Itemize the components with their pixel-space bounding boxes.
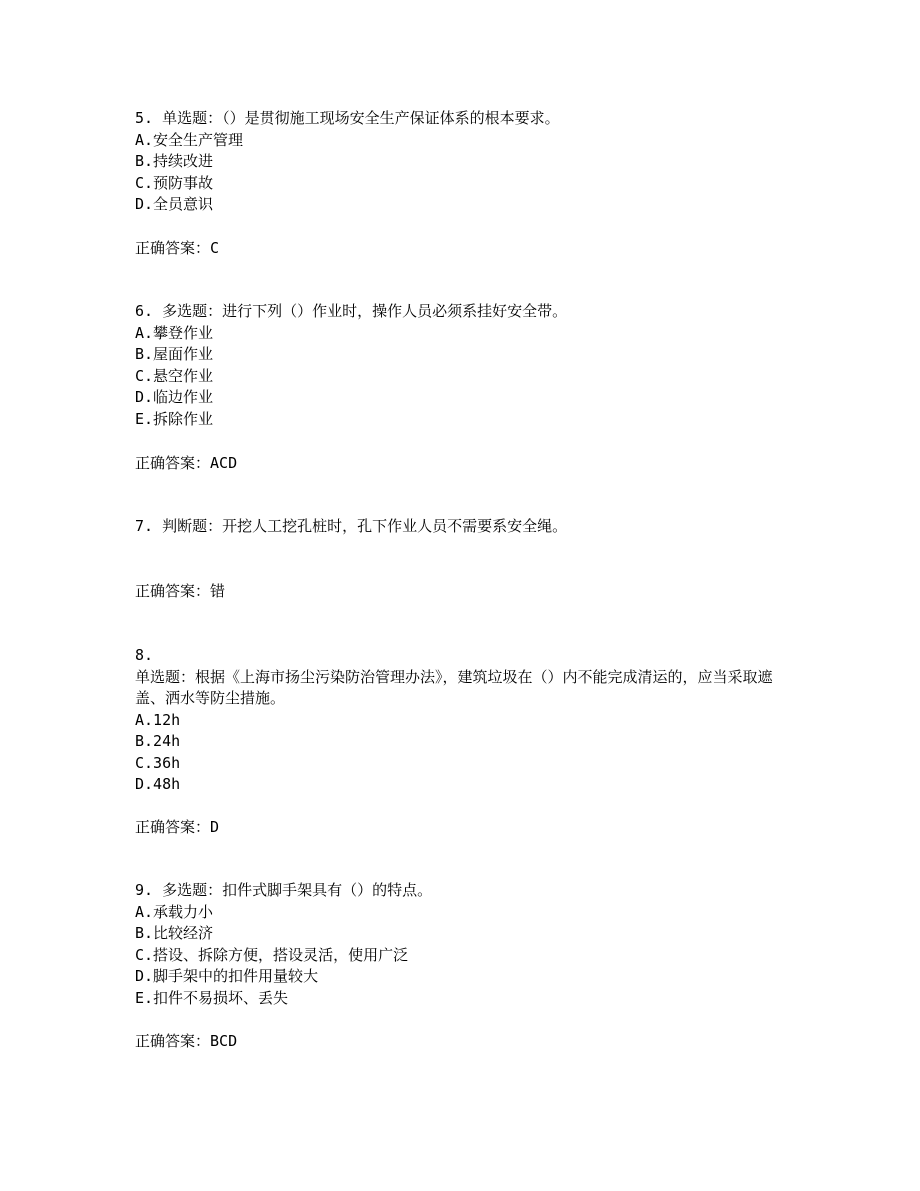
question-stem bbox=[135, 516, 795, 538]
answer-value: C bbox=[210, 239, 220, 257]
option-c: C.搭设、拆除方便，搭设灵活，使用广泛 bbox=[135, 945, 409, 964]
question-number: 8. bbox=[135, 646, 154, 664]
option-a: A.12h bbox=[135, 710, 181, 729]
option-d: D.全员意识 bbox=[135, 195, 214, 213]
answer-label: 正确答案： bbox=[135, 454, 211, 472]
question-stem bbox=[135, 667, 785, 710]
question-type: 判断题： bbox=[162, 517, 223, 535]
answer-label: 正确答案： bbox=[135, 582, 211, 600]
answer-label: 正确答案： bbox=[135, 1032, 211, 1050]
question-number: 9. bbox=[135, 881, 154, 899]
option-d: D.脚手架中的扣件用量较大 bbox=[135, 967, 319, 985]
option-d: D.48h bbox=[135, 775, 181, 793]
answer-value: ACD bbox=[210, 454, 238, 472]
question-type: 多选题： bbox=[162, 302, 223, 320]
option-a: A.攀登作业 bbox=[135, 323, 214, 342]
question-stem bbox=[135, 880, 795, 902]
answer-value: BCD bbox=[210, 1032, 238, 1050]
question-type: 多选题： bbox=[162, 881, 223, 899]
option-d: D.临边作业 bbox=[135, 388, 214, 406]
question-number: 7. bbox=[135, 517, 154, 535]
question-8 bbox=[135, 645, 795, 796]
answer-label: 正确答案： bbox=[135, 239, 211, 257]
answer-value: D bbox=[210, 818, 220, 836]
question-stem bbox=[135, 108, 795, 130]
question-5 bbox=[135, 108, 795, 216]
option-e: E.拆除作业 bbox=[135, 409, 214, 428]
answer-label: 正确答案： bbox=[135, 818, 211, 836]
question-number: 6. bbox=[135, 302, 154, 320]
option-b: B.24h bbox=[135, 732, 181, 750]
answer-6 bbox=[135, 452, 237, 474]
answer-5 bbox=[135, 237, 219, 259]
question-stem bbox=[135, 301, 795, 323]
option-a: A.承载力小 bbox=[135, 902, 214, 921]
answer-9 bbox=[135, 1030, 237, 1052]
option-b: B.比较经济 bbox=[135, 924, 214, 942]
question-text: （）是贯彻施工现场安全生产保证体系的根本要求。 bbox=[222, 109, 560, 127]
question-text: 根据《上海市扬尘污染防治管理办法》，建筑垃圾在（）内不能完成清运的，应当采取遮盖、洒水等防尘措施。 bbox=[135, 667, 773, 707]
option-e: E.扣件不易损坏、丢失 bbox=[135, 988, 289, 1007]
question-text: 扣件式脚手架具有（）的特点。 bbox=[222, 881, 433, 899]
question-number: 5. bbox=[135, 109, 154, 127]
question-text: 开挖人工挖孔桩时，孔下作业人员不需要系安全绳。 bbox=[222, 517, 568, 535]
option-b: B.持续改进 bbox=[135, 152, 214, 170]
option-a: A.安全生产管理 bbox=[135, 130, 244, 149]
question-type: 单选题： bbox=[135, 667, 196, 686]
option-c: C.预防事故 bbox=[135, 173, 214, 192]
question-text: 进行下列（）作业时，操作人员必须系挂好安全带。 bbox=[222, 302, 568, 320]
option-c: C.36h bbox=[135, 753, 181, 772]
question-9 bbox=[135, 880, 795, 1009]
option-c: C.悬空作业 bbox=[135, 366, 214, 385]
answer-value: 错 bbox=[210, 582, 226, 600]
option-b: B.屋面作业 bbox=[135, 345, 214, 363]
question-6 bbox=[135, 301, 795, 430]
answer-7 bbox=[135, 580, 225, 602]
question-type: 单选题： bbox=[162, 109, 223, 127]
question-7 bbox=[135, 516, 795, 538]
answer-8 bbox=[135, 816, 219, 838]
